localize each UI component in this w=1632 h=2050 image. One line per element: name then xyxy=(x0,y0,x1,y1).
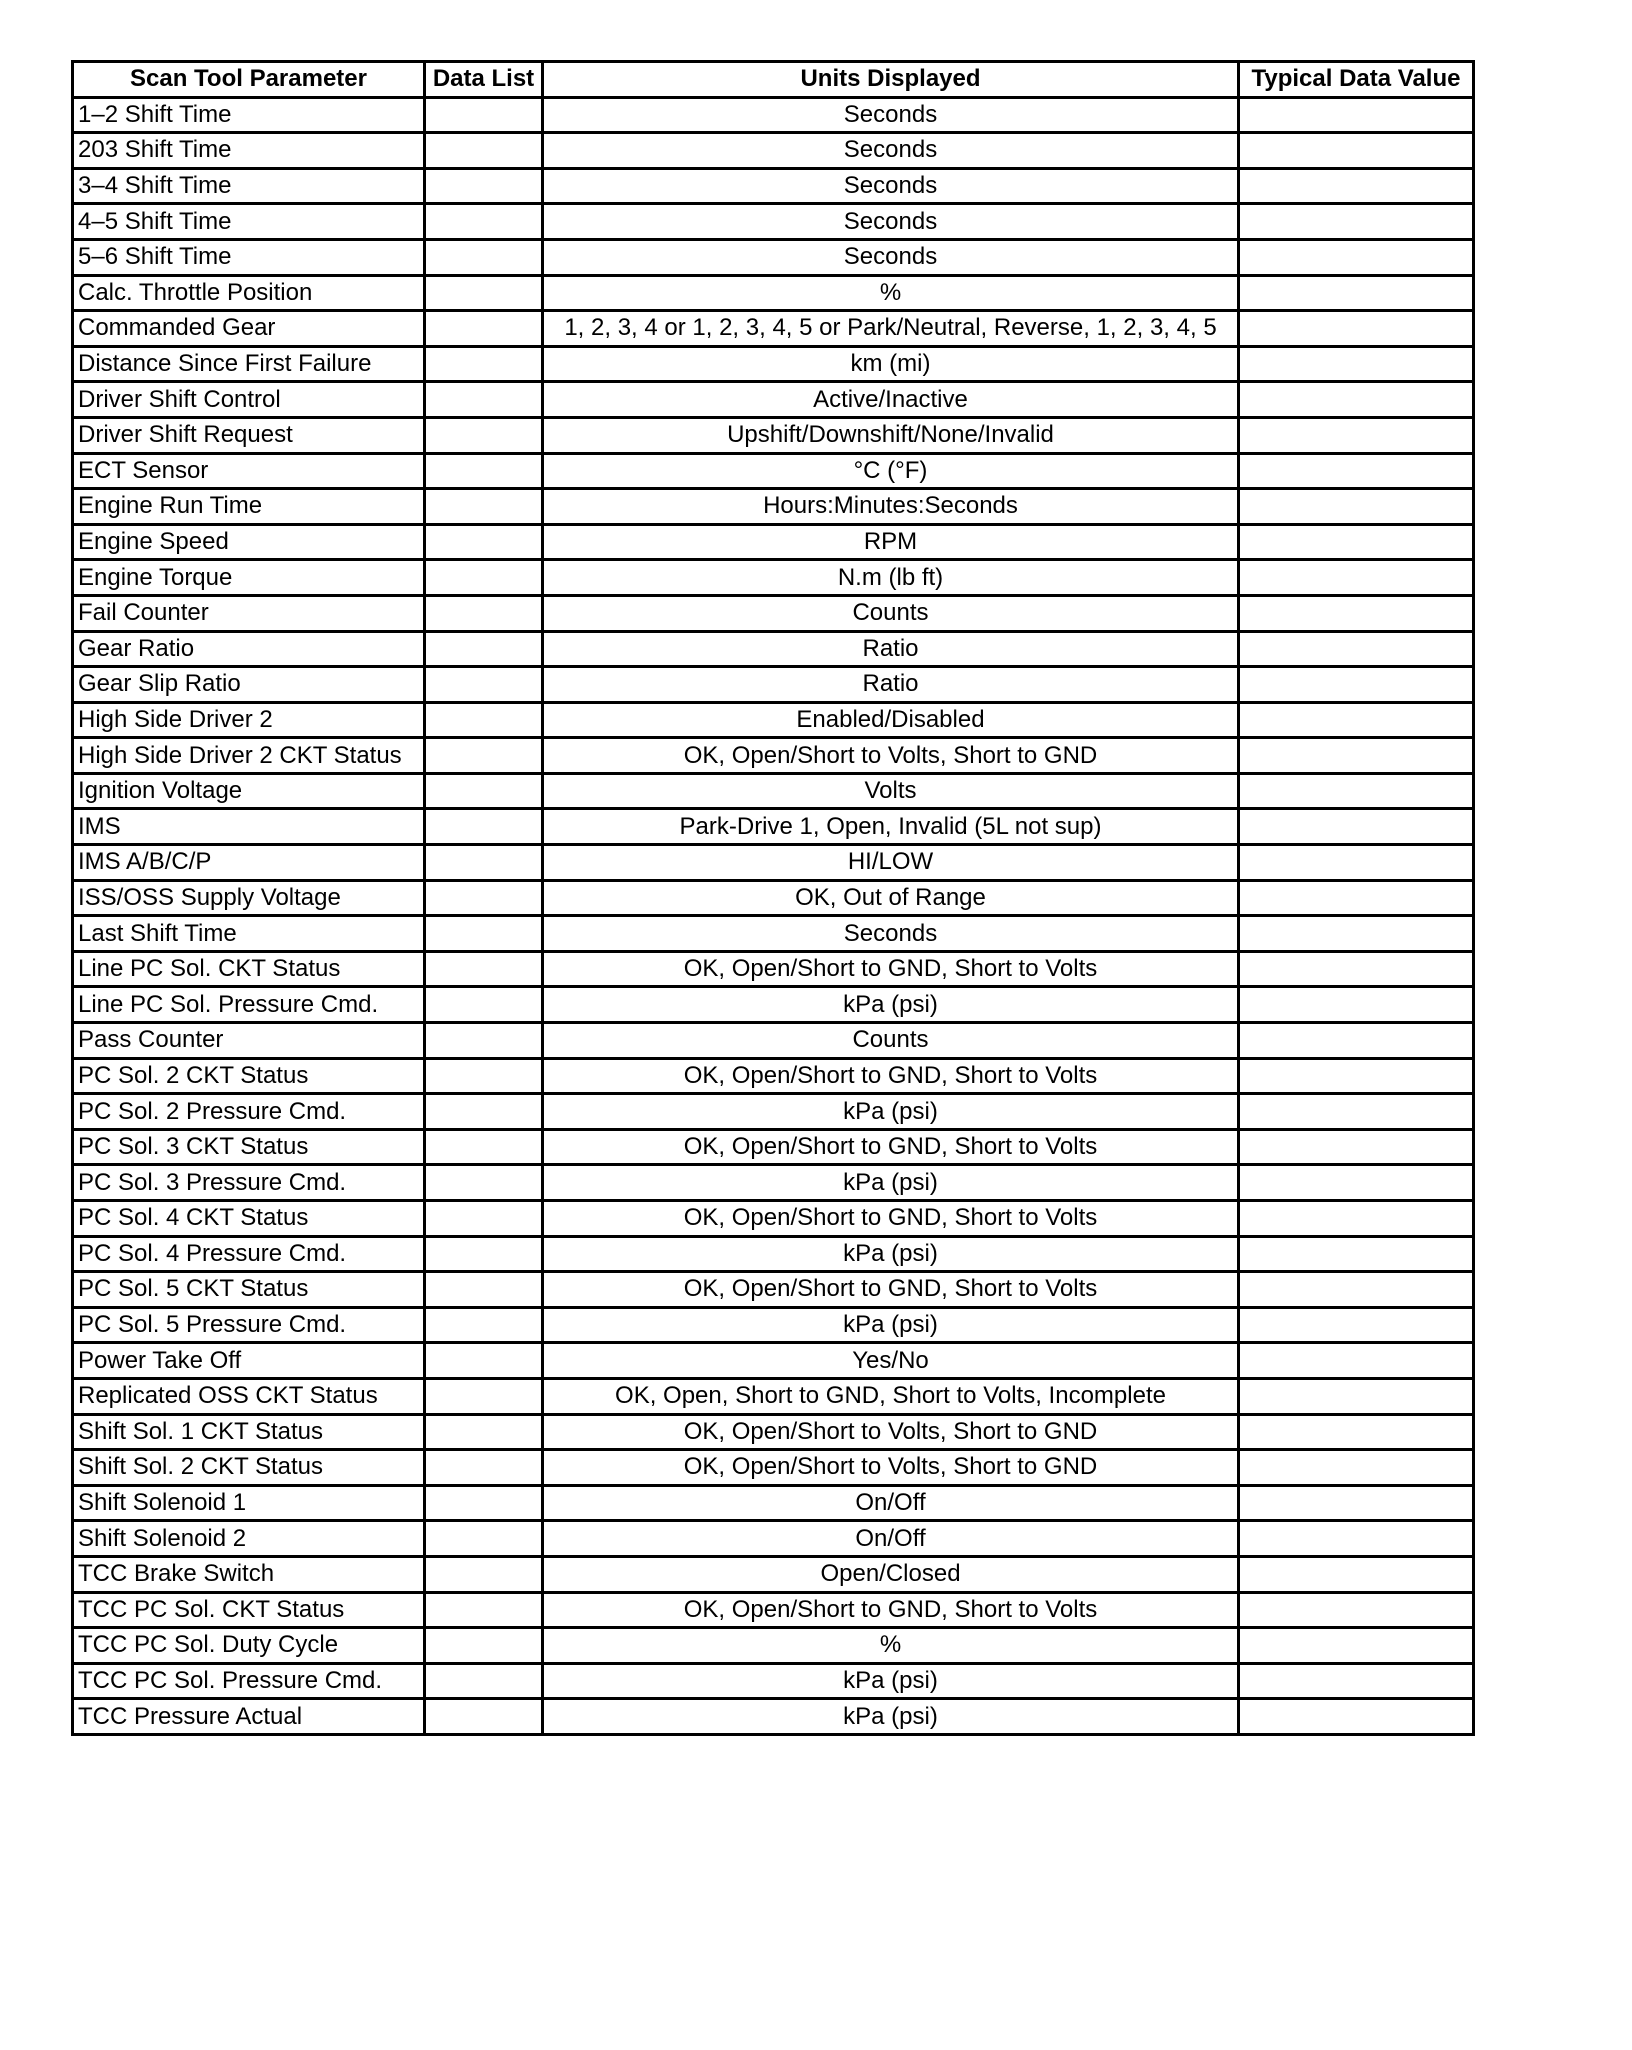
cell-units-displayed: Hours:Minutes:Seconds xyxy=(543,489,1239,525)
cell-parameter: Ignition Voltage xyxy=(73,773,425,809)
cell-parameter: ISS/OSS Supply Voltage xyxy=(73,880,425,916)
cell-data-list xyxy=(425,1129,543,1165)
table-row xyxy=(73,97,1474,133)
cell-data-list xyxy=(425,809,543,845)
table-row xyxy=(73,239,1474,275)
cell-units-displayed: % xyxy=(543,1628,1239,1664)
table-row xyxy=(73,1663,1474,1699)
cell-units-displayed: Seconds xyxy=(543,168,1239,204)
table-row xyxy=(73,204,1474,240)
cell-data-list xyxy=(425,951,543,987)
cell-parameter: Power Take Off xyxy=(73,1343,425,1379)
table-row xyxy=(73,382,1474,418)
cell-typical-data-value xyxy=(1239,1023,1474,1059)
table-row xyxy=(73,1236,1474,1272)
cell-typical-data-value xyxy=(1239,1307,1474,1343)
cell-typical-data-value xyxy=(1239,1378,1474,1414)
cell-typical-data-value xyxy=(1239,1521,1474,1557)
table-row xyxy=(73,1485,1474,1521)
cell-data-list xyxy=(425,168,543,204)
cell-typical-data-value xyxy=(1239,1272,1474,1308)
cell-units-displayed: OK, Open, Short to GND, Short to Volts, Incomplete xyxy=(543,1378,1239,1414)
table-row xyxy=(73,845,1474,881)
cell-typical-data-value xyxy=(1239,987,1474,1023)
table-row xyxy=(73,1521,1474,1557)
cell-units-displayed: OK, Open/Short to GND, Short to Volts xyxy=(543,1129,1239,1165)
cell-parameter: PC Sol. 5 Pressure Cmd. xyxy=(73,1307,425,1343)
table-row xyxy=(73,133,1474,169)
table-row xyxy=(73,168,1474,204)
cell-units-displayed: Active/Inactive xyxy=(543,382,1239,418)
cell-parameter: TCC PC Sol. CKT Status xyxy=(73,1592,425,1628)
table-header-row xyxy=(73,62,1474,98)
cell-parameter: 3–4 Shift Time xyxy=(73,168,425,204)
cell-typical-data-value xyxy=(1239,239,1474,275)
table-row xyxy=(73,1094,1474,1130)
cell-typical-data-value xyxy=(1239,1556,1474,1592)
cell-typical-data-value xyxy=(1239,631,1474,667)
cell-parameter: Shift Sol. 2 CKT Status xyxy=(73,1450,425,1486)
table-row xyxy=(73,275,1474,311)
cell-typical-data-value xyxy=(1239,275,1474,311)
cell-units-displayed: Seconds xyxy=(543,204,1239,240)
cell-units-displayed: Counts xyxy=(543,595,1239,631)
cell-typical-data-value xyxy=(1239,204,1474,240)
cell-typical-data-value xyxy=(1239,382,1474,418)
table-row xyxy=(73,311,1474,347)
cell-data-list xyxy=(425,346,543,382)
cell-data-list xyxy=(425,738,543,774)
table-row xyxy=(73,880,1474,916)
table-row xyxy=(73,1058,1474,1094)
cell-units-displayed: kPa (psi) xyxy=(543,987,1239,1023)
cell-parameter: Line PC Sol. CKT Status xyxy=(73,951,425,987)
table-row xyxy=(73,702,1474,738)
cell-typical-data-value xyxy=(1239,1485,1474,1521)
cell-typical-data-value xyxy=(1239,738,1474,774)
cell-units-displayed: OK, Open/Short to Volts, Short to GND xyxy=(543,1450,1239,1486)
cell-data-list xyxy=(425,133,543,169)
cell-data-list xyxy=(425,524,543,560)
table-row xyxy=(73,1414,1474,1450)
cell-parameter: TCC Brake Switch xyxy=(73,1556,425,1592)
cell-parameter: Shift Solenoid 1 xyxy=(73,1485,425,1521)
cell-parameter: TCC PC Sol. Pressure Cmd. xyxy=(73,1663,425,1699)
cell-data-list xyxy=(425,1521,543,1557)
header-scan-tool-parameter: Scan Tool Parameter xyxy=(73,62,425,98)
cell-parameter: Commanded Gear xyxy=(73,311,425,347)
cell-data-list xyxy=(425,453,543,489)
cell-typical-data-value xyxy=(1239,453,1474,489)
table-row xyxy=(73,524,1474,560)
cell-parameter: PC Sol. 4 Pressure Cmd. xyxy=(73,1236,425,1272)
table-row xyxy=(73,1378,1474,1414)
cell-typical-data-value xyxy=(1239,951,1474,987)
cell-typical-data-value xyxy=(1239,133,1474,169)
cell-parameter: IMS A/B/C/P xyxy=(73,845,425,881)
table-row xyxy=(73,1307,1474,1343)
table-row xyxy=(73,1699,1474,1735)
cell-data-list xyxy=(425,1414,543,1450)
cell-data-list xyxy=(425,1699,543,1735)
cell-parameter: Shift Solenoid 2 xyxy=(73,1521,425,1557)
cell-typical-data-value xyxy=(1239,1058,1474,1094)
cell-parameter: TCC Pressure Actual xyxy=(73,1699,425,1735)
table-row xyxy=(73,1343,1474,1379)
cell-parameter: Replicated OSS CKT Status xyxy=(73,1378,425,1414)
cell-typical-data-value xyxy=(1239,417,1474,453)
cell-units-displayed: Yes/No xyxy=(543,1343,1239,1379)
cell-data-list xyxy=(425,631,543,667)
cell-parameter: Engine Speed xyxy=(73,524,425,560)
cell-units-displayed: Seconds xyxy=(543,239,1239,275)
cell-units-displayed: kPa (psi) xyxy=(543,1699,1239,1735)
cell-parameter: Engine Run Time xyxy=(73,489,425,525)
cell-typical-data-value xyxy=(1239,702,1474,738)
table-row xyxy=(73,631,1474,667)
cell-typical-data-value xyxy=(1239,1699,1474,1735)
cell-typical-data-value xyxy=(1239,1414,1474,1450)
cell-typical-data-value xyxy=(1239,773,1474,809)
cell-data-list xyxy=(425,1556,543,1592)
table-row xyxy=(73,1592,1474,1628)
table-body xyxy=(73,97,1474,1734)
cell-typical-data-value xyxy=(1239,667,1474,703)
cell-data-list xyxy=(425,1023,543,1059)
cell-data-list xyxy=(425,880,543,916)
cell-units-displayed: On/Off xyxy=(543,1521,1239,1557)
cell-parameter: Pass Counter xyxy=(73,1023,425,1059)
cell-units-displayed: RPM xyxy=(543,524,1239,560)
cell-typical-data-value xyxy=(1239,1165,1474,1201)
cell-data-list xyxy=(425,1628,543,1664)
table-row xyxy=(73,916,1474,952)
cell-parameter: Line PC Sol. Pressure Cmd. xyxy=(73,987,425,1023)
cell-typical-data-value xyxy=(1239,595,1474,631)
cell-typical-data-value xyxy=(1239,1343,1474,1379)
cell-data-list xyxy=(425,275,543,311)
cell-data-list xyxy=(425,1094,543,1130)
cell-data-list xyxy=(425,1663,543,1699)
cell-units-displayed: Open/Closed xyxy=(543,1556,1239,1592)
table-row xyxy=(73,809,1474,845)
table-row xyxy=(73,987,1474,1023)
cell-units-displayed: OK, Open/Short to GND, Short to Volts xyxy=(543,1592,1239,1628)
cell-data-list xyxy=(425,987,543,1023)
cell-parameter: PC Sol. 2 Pressure Cmd. xyxy=(73,1094,425,1130)
table-row xyxy=(73,346,1474,382)
cell-data-list xyxy=(425,1592,543,1628)
header-typical-data-value: Typical Data Value xyxy=(1239,62,1474,98)
cell-typical-data-value xyxy=(1239,1450,1474,1486)
cell-units-displayed: °C (°F) xyxy=(543,453,1239,489)
cell-parameter: PC Sol. 4 CKT Status xyxy=(73,1201,425,1237)
cell-units-displayed: OK, Open/Short to Volts, Short to GND xyxy=(543,1414,1239,1450)
header-data-list: Data List xyxy=(425,62,543,98)
table-row xyxy=(73,773,1474,809)
cell-typical-data-value xyxy=(1239,311,1474,347)
cell-units-displayed: Volts xyxy=(543,773,1239,809)
cell-units-displayed: Counts xyxy=(543,1023,1239,1059)
cell-typical-data-value xyxy=(1239,1129,1474,1165)
header-units-displayed: Units Displayed xyxy=(543,62,1239,98)
cell-data-list xyxy=(425,1307,543,1343)
table-row xyxy=(73,1272,1474,1308)
cell-parameter: ECT Sensor xyxy=(73,453,425,489)
cell-units-displayed: kPa (psi) xyxy=(543,1236,1239,1272)
table-row xyxy=(73,1129,1474,1165)
table-row xyxy=(73,417,1474,453)
cell-units-displayed: N.m (lb ft) xyxy=(543,560,1239,596)
cell-typical-data-value xyxy=(1239,845,1474,881)
cell-parameter: Driver Shift Control xyxy=(73,382,425,418)
cell-data-list xyxy=(425,916,543,952)
table-row xyxy=(73,560,1474,596)
cell-units-displayed: OK, Open/Short to GND, Short to Volts xyxy=(543,951,1239,987)
cell-data-list xyxy=(425,702,543,738)
cell-parameter: 1–2 Shift Time xyxy=(73,97,425,133)
cell-typical-data-value xyxy=(1239,1592,1474,1628)
cell-parameter: PC Sol. 3 Pressure Cmd. xyxy=(73,1165,425,1201)
cell-units-displayed: kPa (psi) xyxy=(543,1094,1239,1130)
cell-typical-data-value xyxy=(1239,1628,1474,1664)
cell-parameter: 203 Shift Time xyxy=(73,133,425,169)
cell-units-displayed: Upshift/Downshift/None/Invalid xyxy=(543,417,1239,453)
cell-typical-data-value xyxy=(1239,880,1474,916)
cell-data-list xyxy=(425,239,543,275)
table-row xyxy=(73,1023,1474,1059)
cell-data-list xyxy=(425,311,543,347)
cell-parameter: Driver Shift Request xyxy=(73,417,425,453)
cell-data-list xyxy=(425,845,543,881)
cell-typical-data-value xyxy=(1239,489,1474,525)
cell-units-displayed: % xyxy=(543,275,1239,311)
cell-data-list xyxy=(425,1343,543,1379)
cell-parameter: TCC PC Sol. Duty Cycle xyxy=(73,1628,425,1664)
cell-data-list xyxy=(425,1485,543,1521)
table-row xyxy=(73,667,1474,703)
table-row xyxy=(73,1165,1474,1201)
cell-data-list xyxy=(425,1201,543,1237)
table-row xyxy=(73,1201,1474,1237)
cell-units-displayed: OK, Open/Short to Volts, Short to GND xyxy=(543,738,1239,774)
cell-units-displayed: OK, Open/Short to GND, Short to Volts xyxy=(543,1201,1239,1237)
cell-parameter: PC Sol. 3 CKT Status xyxy=(73,1129,425,1165)
cell-units-displayed: HI/LOW xyxy=(543,845,1239,881)
cell-units-displayed: Seconds xyxy=(543,916,1239,952)
cell-units-displayed: Enabled/Disabled xyxy=(543,702,1239,738)
cell-data-list xyxy=(425,667,543,703)
cell-parameter: Fail Counter xyxy=(73,595,425,631)
cell-typical-data-value xyxy=(1239,1236,1474,1272)
cell-typical-data-value xyxy=(1239,809,1474,845)
cell-parameter: High Side Driver 2 xyxy=(73,702,425,738)
cell-typical-data-value xyxy=(1239,916,1474,952)
table-row xyxy=(73,453,1474,489)
cell-units-displayed: OK, Open/Short to GND, Short to Volts xyxy=(543,1272,1239,1308)
cell-parameter: 4–5 Shift Time xyxy=(73,204,425,240)
cell-data-list xyxy=(425,1272,543,1308)
cell-units-displayed: On/Off xyxy=(543,1485,1239,1521)
cell-typical-data-value xyxy=(1239,1094,1474,1130)
table-row xyxy=(73,738,1474,774)
cell-data-list xyxy=(425,382,543,418)
cell-parameter: Gear Ratio xyxy=(73,631,425,667)
cell-data-list xyxy=(425,204,543,240)
cell-units-displayed: kPa (psi) xyxy=(543,1165,1239,1201)
cell-typical-data-value xyxy=(1239,1201,1474,1237)
table-row xyxy=(73,489,1474,525)
cell-parameter: High Side Driver 2 CKT Status xyxy=(73,738,425,774)
cell-data-list xyxy=(425,1378,543,1414)
cell-parameter: PC Sol. 2 CKT Status xyxy=(73,1058,425,1094)
cell-parameter: Last Shift Time xyxy=(73,916,425,952)
cell-typical-data-value xyxy=(1239,346,1474,382)
cell-data-list xyxy=(425,1058,543,1094)
table-row xyxy=(73,595,1474,631)
table-row xyxy=(73,951,1474,987)
table-row xyxy=(73,1450,1474,1486)
cell-parameter: Engine Torque xyxy=(73,560,425,596)
cell-parameter: 5–6 Shift Time xyxy=(73,239,425,275)
cell-parameter: Gear Slip Ratio xyxy=(73,667,425,703)
cell-typical-data-value xyxy=(1239,168,1474,204)
cell-parameter: IMS xyxy=(73,809,425,845)
cell-parameter: Calc. Throttle Position xyxy=(73,275,425,311)
cell-typical-data-value xyxy=(1239,97,1474,133)
cell-units-displayed: OK, Open/Short to GND, Short to Volts xyxy=(543,1058,1239,1094)
cell-units-displayed: OK, Out of Range xyxy=(543,880,1239,916)
cell-units-displayed: 1, 2, 3, 4 or 1, 2, 3, 4, 5 or Park/Neutral, Reverse, 1, 2, 3, 4, 5 xyxy=(543,311,1239,347)
cell-parameter: Shift Sol. 1 CKT Status xyxy=(73,1414,425,1450)
cell-units-displayed: Ratio xyxy=(543,667,1239,703)
cell-data-list xyxy=(425,595,543,631)
cell-parameter: Distance Since First Failure xyxy=(73,346,425,382)
cell-units-displayed: Seconds xyxy=(543,97,1239,133)
cell-units-displayed: Park-Drive 1, Open, Invalid (5L not sup) xyxy=(543,809,1239,845)
cell-data-list xyxy=(425,1450,543,1486)
table-row xyxy=(73,1556,1474,1592)
cell-data-list xyxy=(425,417,543,453)
cell-typical-data-value xyxy=(1239,524,1474,560)
cell-data-list xyxy=(425,489,543,525)
cell-units-displayed: Seconds xyxy=(543,133,1239,169)
cell-data-list xyxy=(425,560,543,596)
cell-typical-data-value xyxy=(1239,1663,1474,1699)
cell-data-list xyxy=(425,97,543,133)
cell-units-displayed: kPa (psi) xyxy=(543,1663,1239,1699)
cell-parameter: PC Sol. 5 CKT Status xyxy=(73,1272,425,1308)
cell-data-list xyxy=(425,773,543,809)
cell-data-list xyxy=(425,1165,543,1201)
cell-units-displayed: Ratio xyxy=(543,631,1239,667)
cell-typical-data-value xyxy=(1239,560,1474,596)
table-row xyxy=(73,1628,1474,1664)
cell-units-displayed: km (mi) xyxy=(543,346,1239,382)
cell-units-displayed: kPa (psi) xyxy=(543,1307,1239,1343)
scan-tool-data-table xyxy=(71,60,1475,1736)
cell-data-list xyxy=(425,1236,543,1272)
